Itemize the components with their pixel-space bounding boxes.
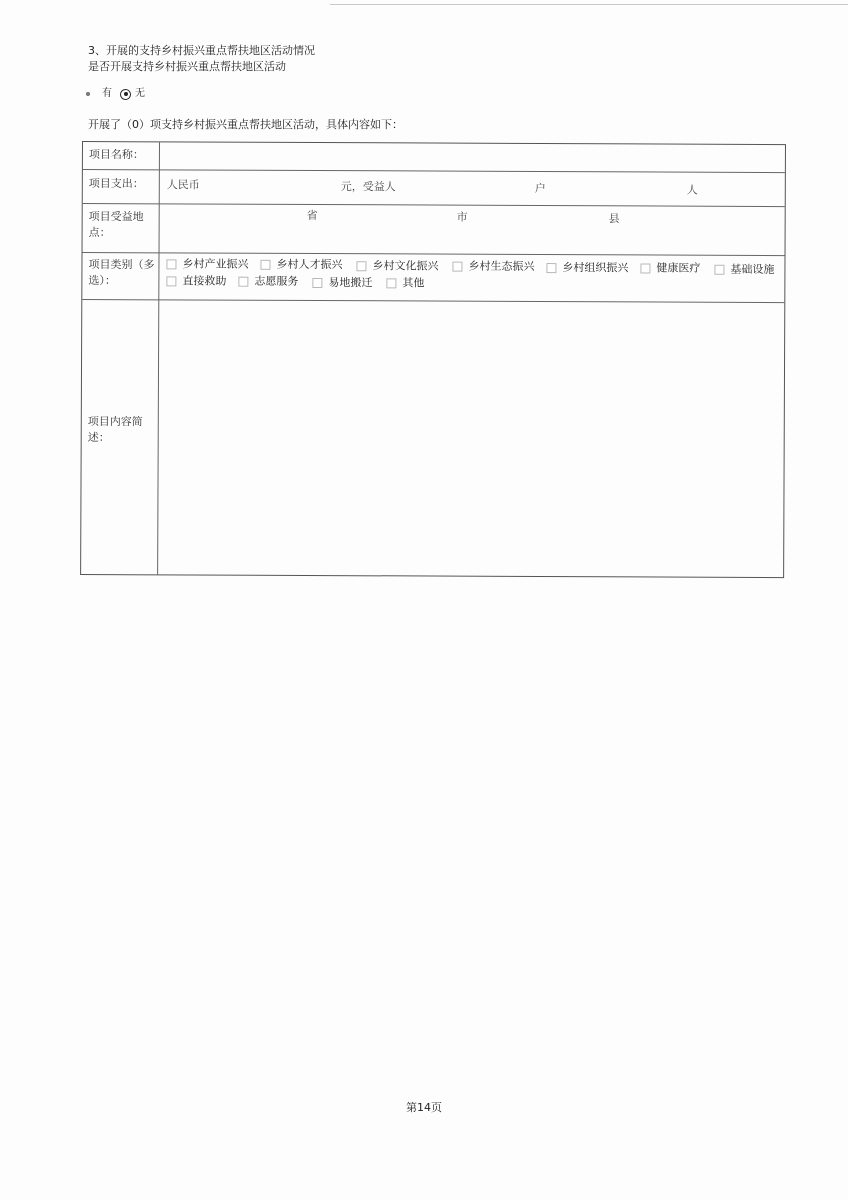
category-option-talent[interactable]: 乡村人才振兴 bbox=[260, 258, 342, 272]
section-heading: 3、开展的支持乡村振兴重点帮扶地区活动情况 bbox=[88, 44, 315, 57]
row-divider bbox=[82, 299, 784, 303]
checkbox-icon[interactable] bbox=[312, 278, 322, 288]
county-text: 县 bbox=[608, 212, 620, 226]
project-expense-label: 项目支出： bbox=[88, 177, 144, 191]
yuan-beneficiary-text: 元，受益人 bbox=[340, 180, 396, 194]
category-label-line2: 选）： bbox=[88, 274, 116, 288]
region-label-line1: 项目受益地 bbox=[88, 210, 144, 224]
description-label-line2: 述： bbox=[87, 431, 110, 445]
category-option-health[interactable]: 健康医疗 bbox=[640, 261, 700, 275]
category-option-industry[interactable]: 乡村产业振兴 bbox=[166, 257, 248, 271]
row-divider bbox=[83, 203, 785, 207]
row-divider bbox=[83, 252, 785, 256]
checkbox-icon[interactable] bbox=[260, 260, 270, 270]
page-number: 第14页 bbox=[406, 1101, 442, 1114]
city-text: 市 bbox=[456, 210, 468, 224]
province-text: 省 bbox=[306, 208, 318, 223]
checkbox-icon[interactable] bbox=[640, 263, 650, 273]
checkbox-icon[interactable] bbox=[386, 278, 396, 288]
checkbox-icon[interactable] bbox=[546, 263, 556, 273]
page-top-rule bbox=[330, 4, 848, 5]
category-option-direct-relief[interactable]: 直接救助 bbox=[166, 274, 226, 288]
radio-yes-label[interactable]: 有 bbox=[102, 88, 112, 99]
row-divider bbox=[83, 169, 785, 173]
table-column-divider bbox=[157, 142, 160, 574]
category-option-volunteer[interactable]: 志愿服务 bbox=[238, 275, 298, 289]
radio-selected-dot bbox=[124, 92, 128, 96]
checkbox-icon[interactable] bbox=[452, 262, 462, 272]
summary-text: 开展了（0）项支持乡村振兴重点帮扶地区活动，具体内容如下： bbox=[88, 118, 403, 131]
region-label-line2: 点： bbox=[88, 226, 111, 240]
category-label-line1: 项目类别（多 bbox=[88, 258, 155, 272]
project-name-label: 项目名称： bbox=[88, 148, 144, 162]
category-option-culture[interactable]: 乡村文化振兴 bbox=[356, 259, 438, 273]
radio-no-label[interactable]: 无 bbox=[135, 88, 145, 99]
category-option-infrastructure[interactable]: 基础设施 bbox=[714, 263, 774, 277]
checkbox-icon[interactable] bbox=[714, 265, 724, 275]
description-label-line1: 项目内容简 bbox=[87, 415, 143, 429]
question-text: 是否开展支持乡村振兴重点帮扶地区活动 bbox=[88, 60, 286, 73]
currency-text: 人民币 bbox=[166, 178, 200, 192]
radio-yes-mark bbox=[86, 92, 90, 96]
persons-text: 人 bbox=[686, 183, 698, 197]
radio-no-button[interactable] bbox=[120, 89, 131, 100]
checkbox-icon[interactable] bbox=[238, 277, 248, 287]
households-text: 户 bbox=[534, 181, 546, 196]
project-form-table bbox=[80, 141, 786, 578]
checkbox-icon[interactable] bbox=[356, 261, 366, 271]
checkbox-icon[interactable] bbox=[166, 259, 176, 269]
checkbox-icon[interactable] bbox=[166, 276, 176, 286]
category-option-organization[interactable]: 乡村组织振兴 bbox=[546, 261, 628, 275]
activity-radio-group bbox=[86, 87, 145, 101]
category-option-other[interactable]: 其他 bbox=[386, 276, 424, 290]
category-option-relocation[interactable]: 易地搬迁 bbox=[312, 276, 372, 290]
category-option-ecology[interactable]: 乡村生态振兴 bbox=[452, 260, 534, 274]
